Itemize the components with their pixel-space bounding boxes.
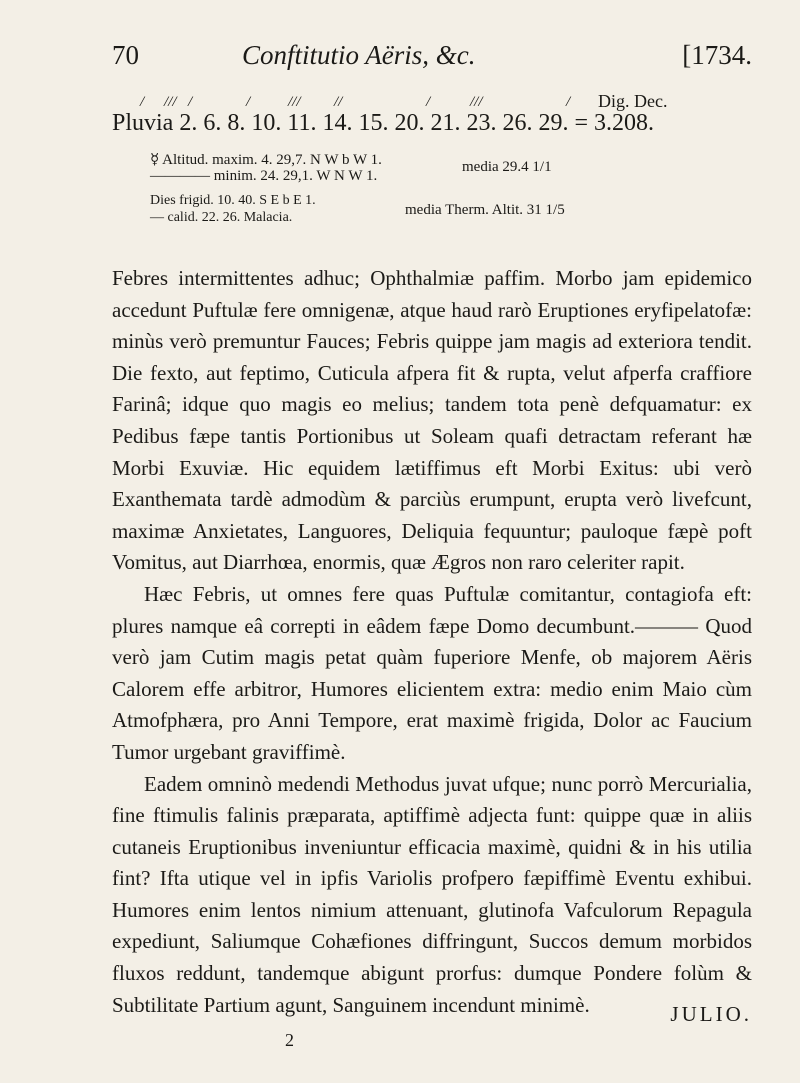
rain-mark: // xyxy=(334,94,343,110)
thermo-cold-line: Dies frigid. 10. 40. S E b E 1. xyxy=(150,193,316,208)
catchword: JULIO. xyxy=(670,1002,752,1026)
rain-mark: / xyxy=(246,94,251,110)
barometer-min-line: ———— minim. 24. 29,1. W N W 1. xyxy=(150,168,378,184)
paragraph: Hæc Febris, ut omnes fere quas Puftulæ comitantur, contagiofa eft: plures namque eâ correpti in eâdem fæpe Domo decumbunt.——— Quod verò jam Cutim magis petat quàm fuperiore Menfe, ob majorem Aëris Calorem effe arbitror, Humores elicientem extra: medio enim Maio cùm Atmofphæra, pro Anni Tempore, erat maximè frigida, Dolor ac Faucium Tumor urgebant graviffimè. xyxy=(112,581,752,764)
rain-mark: /// xyxy=(164,94,177,110)
thermo-media: media Therm. Altit. 31 1/5 xyxy=(405,202,565,218)
page-number: 70 xyxy=(112,40,139,70)
rain-line: Pluvia 2. 6. 8. 10. 11. 14. 15. 20. 21. 23. 26. 29. = 3.208. xyxy=(112,110,654,136)
rain-mark: / xyxy=(188,94,193,110)
paragraph: Eadem omninò medendi Methodus juvat ufque; nunc porrò Mercurialia, fine ftimulis falinis præparata, aptiffimè adjecta funt: quippe quæ in aliis cutaneis Eruptionibus inveniuntur efficacia maximè, quidni & in his utilia fint? Ifta utique vel in ipfis Variolis profpero fæpiffimè Eventu exhibui. Humores enim lentos nimium attenuant, glutinofa Vafculorum Repagula expediunt, Saliumque Cohæfiones diffringunt, Succos demum morbidos fluxos reddunt, tandemque abigunt prorfus: dumque Pondere folùm & Subtilitate Partium agunt, Sanguinem incendunt minimè. xyxy=(112,771,752,1017)
rain-mark: /// xyxy=(288,94,301,110)
rain-mark: / xyxy=(140,94,145,110)
signature-mark: 2 xyxy=(285,1030,294,1050)
running-title: Conftitutio Aëris, &c. xyxy=(242,40,476,70)
barometer-media: media 29.4 1/1 xyxy=(462,159,552,175)
body-text xyxy=(112,263,752,1021)
barometer-max-line: ☿ Altitud. maxim. 4. 29,7. N W b W 1. xyxy=(150,152,382,168)
header-year: [1734. xyxy=(682,40,752,70)
paragraph: Febres intermittentes adhuc; Ophthalmiæ paffim. Morbo jam epidemico accedunt Puftulæ fere omnigenæ, atque haud rarò Eruptiones eryfipelatofæ: minùs verò premuntur Fauces; Febris quippe jam magis ad exteriora tendit. Die fexto, aut feptimo, Cuticula afpera fit & rupta, velut afperfa craffiore Farinâ; idque quo magis eo melius; tandem tota penè defquamatur: ex Pedibus fæpe tantis Portionibus ut Soleam quafi detractam referant hæ Morbi Exuviæ. Hic equidem lætiffimus eft Morbi Exitus: ubi verò Exanthemata tardè admodùm & parciùs erumpunt, erupta verò livefcunt, maximæ Anxietates, Languores, Deliquia fequuntur; pauloque fæpè poft Vomitus, aut Diarrhœa, enormis, quæ Ægros non raro celeriter rapit. xyxy=(112,266,752,575)
rain-mark: / xyxy=(426,94,431,110)
thermo-warm-line: — calid. 22. 26. Malacia. xyxy=(150,210,293,225)
rain-mark: / xyxy=(566,94,571,110)
rain-mark: /// xyxy=(470,94,483,110)
running-header xyxy=(112,40,752,74)
rain-unit-label: Dig. Dec. xyxy=(598,91,668,111)
